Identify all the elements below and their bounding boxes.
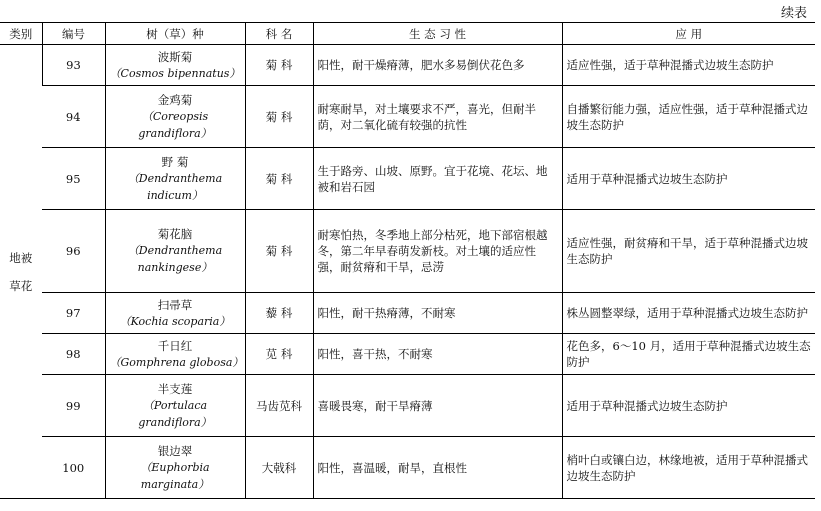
species-latin: （Kochia scoparia） xyxy=(119,314,231,328)
species-name: 菊花脑 xyxy=(157,227,193,241)
species-cell xyxy=(105,334,245,375)
species-name: 银边翠 xyxy=(157,443,193,458)
species-latin: indicum） xyxy=(147,188,203,202)
table-row xyxy=(0,293,815,334)
species-cell xyxy=(105,210,245,293)
application-cell: 花色多，6～10 月，适用于草种混播式边坡生态防护 xyxy=(562,334,815,375)
application-cell: 梢叶白或镶白边，林缘地被，适用于草种混播式边坡生态防护 xyxy=(562,437,815,499)
category-cell xyxy=(0,45,42,499)
number-cell: 98 xyxy=(42,334,105,375)
species-latin: nankingese） xyxy=(137,261,213,274)
table-row xyxy=(0,210,815,293)
table-row xyxy=(0,148,815,210)
ecology-cell: 阳性，耐干燥瘠薄，肥水多易倒伏花色多 xyxy=(313,45,562,86)
application-cell: 株丛圆整翠绿，适用于草种混播式边坡生态防护 xyxy=(562,293,815,334)
number-cell: 96 xyxy=(42,210,105,293)
continued-label: 续表 xyxy=(780,6,807,21)
ecology-cell: 喜暖畏寒，耐干旱瘠薄 xyxy=(313,375,562,437)
ecology-cell: 阳性，耐干热瘠薄，不耐寒 xyxy=(313,293,562,334)
number-cell: 93 xyxy=(42,45,105,86)
ecology-cell: 生于路旁、山坡、原野。宜于花境、花坛、地被和岩石园 xyxy=(313,148,562,210)
species-latin: grandiflora） xyxy=(138,126,212,140)
ecology-cell: 阳性，喜干热，不耐寒 xyxy=(313,334,562,375)
ecology-cell: 阳性，喜温暖，耐旱，直根性 xyxy=(313,437,562,499)
number-cell: 95 xyxy=(42,148,105,210)
family-cell: 菊 科 xyxy=(245,86,313,148)
species-cell xyxy=(105,148,245,210)
species-cell xyxy=(105,86,245,148)
header-ecology: 生 态 习 性 xyxy=(313,23,562,45)
table-row xyxy=(0,45,815,86)
table-row xyxy=(0,437,815,499)
ecology-cell: 耐寒耐旱，对土壤要求不严，喜光，但耐半荫，对二氧化硫有较强的抗性 xyxy=(313,86,562,148)
category-line: 草花 xyxy=(9,278,33,293)
species-cell xyxy=(105,45,245,86)
application-cell: 自播繁衍能力强，适应性强，适于草种混播式边坡生态防护 xyxy=(562,86,815,148)
species-latin: （Euphorbia xyxy=(140,460,210,474)
species-name: 千日红 xyxy=(157,338,193,353)
family-cell: 马齿苋科 xyxy=(245,375,313,437)
number-cell: 97 xyxy=(42,293,105,334)
family-cell: 菊 科 xyxy=(245,210,313,293)
species-name: 金鸡菊 xyxy=(157,92,193,107)
header-species: 树（草）种 xyxy=(105,23,245,45)
species-latin: marginata） xyxy=(140,477,210,491)
header-application: 应 用 xyxy=(562,23,815,45)
family-cell: 菊 科 xyxy=(245,148,313,210)
species-latin: grandiflora） xyxy=(138,415,212,429)
number-cell: 94 xyxy=(42,86,105,148)
application-cell: 适用于草种混播式边坡生态防护 xyxy=(562,375,815,437)
family-cell: 藜 科 xyxy=(245,293,313,334)
species-cell xyxy=(105,293,245,334)
family-cell: 菊 科 xyxy=(245,45,313,86)
table-row xyxy=(0,375,815,437)
application-cell: 适应性强，耐贫瘠和干旱，适于草种混播式边坡生态防护 xyxy=(562,210,815,293)
species-latin: （Dendranthema xyxy=(127,244,223,257)
ecology-cell: 耐寒怕热，冬季地上部分枯死，地下部宿根越冬，第二年早春萌发新枝。对土壤的适应性强，耐贫瘠和干旱，忌涝 xyxy=(313,210,562,293)
table-header-row xyxy=(0,23,815,45)
species-name: 半支莲 xyxy=(157,381,193,396)
application-cell: 适用于草种混播式边坡生态防护 xyxy=(562,148,815,210)
family-cell: 大戟科 xyxy=(245,437,313,499)
species-latin: （Dendranthema xyxy=(127,171,223,185)
species-latin: （Gomphrena globosa） xyxy=(109,355,244,369)
species-name: 扫帚草 xyxy=(157,297,193,312)
table-row xyxy=(0,334,815,375)
header-family: 科 名 xyxy=(245,23,313,45)
application-cell: 适应性强，适于草种混播式边坡生态防护 xyxy=(562,45,815,86)
species-cell xyxy=(105,437,245,499)
header-category: 类别 xyxy=(0,23,42,45)
species-cell xyxy=(105,375,245,437)
category-line: 地被 xyxy=(9,250,33,265)
species-name: 野 菊 xyxy=(161,154,189,169)
species-name: 波斯菊 xyxy=(157,49,193,64)
species-latin: （Cosmos bipennatus） xyxy=(109,66,241,80)
plant-table xyxy=(0,22,815,499)
species-latin: （Portulaca xyxy=(142,398,208,412)
table-row xyxy=(0,86,815,148)
number-cell: 100 xyxy=(42,437,105,499)
number-cell: 99 xyxy=(42,375,105,437)
header-number: 编号 xyxy=(42,23,105,45)
family-cell: 苋 科 xyxy=(245,334,313,375)
species-latin: （Coreopsis xyxy=(141,109,209,123)
